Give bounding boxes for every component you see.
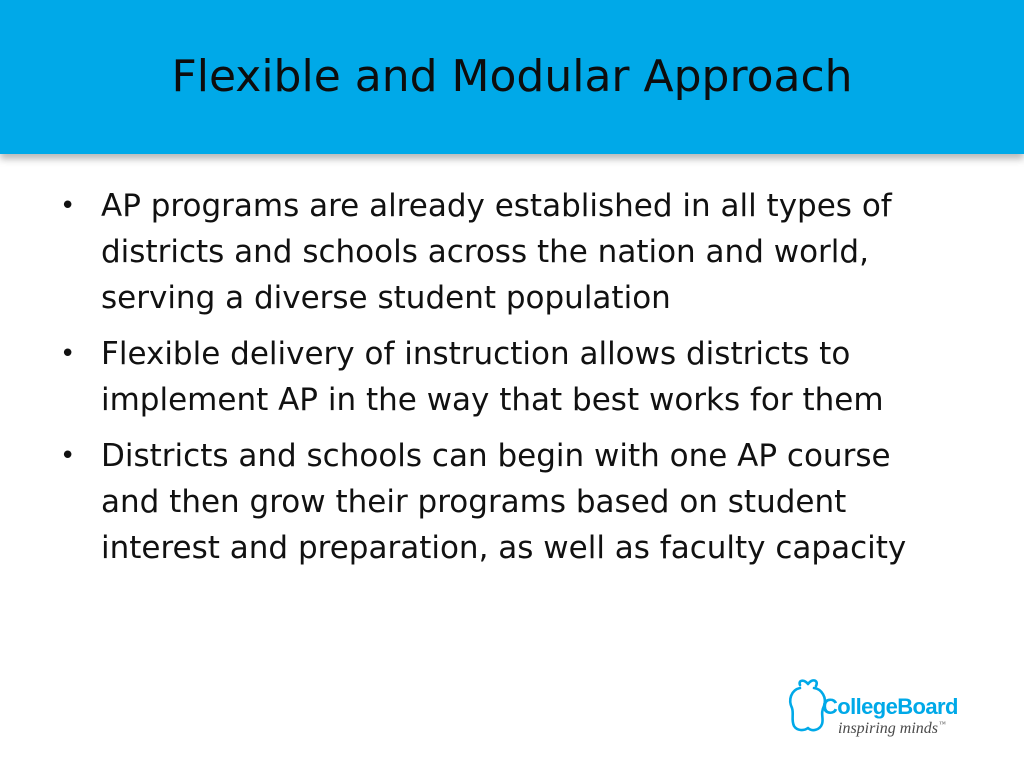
bullet-text: AP programs are already established in all types of districts and schools across the nation and world, serving a diverse student population [101,188,892,316]
bullet-item [56,331,956,423]
logo-tagline [838,720,946,738]
bullet-item [56,433,956,571]
slide-title: Flexible and Modular Approach [171,51,853,102]
bullet-text: Districts and schools can begin with one AP course and then grow their programs based on student interest and preparation, as well as faculty capacity [101,438,907,566]
logo-tagline-text: inspiring minds [838,720,939,737]
trademark-symbol: ™ [939,720,946,728]
bullet-text: Flexible delivery of instruction allows districts to implement AP in the way that best works for them [101,336,884,418]
bullet-dot-icon: • [60,339,76,369]
collegeboard-logo [786,676,992,746]
bullet-dot-icon: • [60,441,76,471]
bullet-list [56,183,956,581]
bullet-item [56,183,956,321]
logo-wordmark: CollegeBoard [822,694,958,719]
bullet-dot-icon: • [60,191,76,221]
